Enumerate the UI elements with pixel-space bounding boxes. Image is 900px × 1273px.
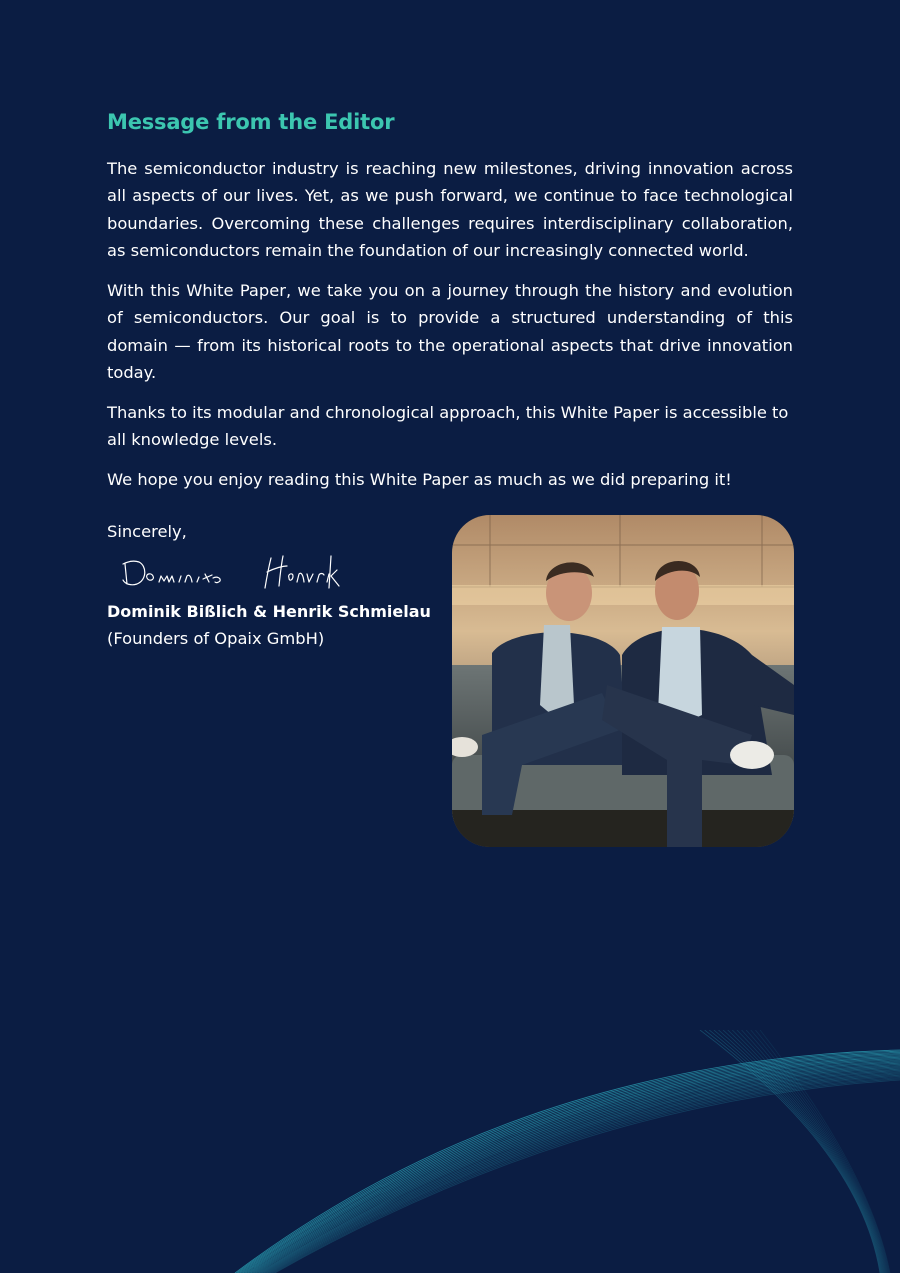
decorative-wave-lines <box>0 1030 900 1273</box>
page-title: Message from the Editor <box>107 110 395 134</box>
paragraph-approach: Thanks to its modular and chronological approach, this White Paper is accessible to all knowledge levels. <box>107 402 789 450</box>
wave-line <box>259 1068 900 1273</box>
wave-line <box>265 1073 900 1273</box>
paragraph-intro: The semiconductor industry is reaching new milestones, driving innovation across all aspects of our lives. Yet, as we push forward, we continue to face technological boundaries. Overcoming these challenges requires interdisciplinary collaboration, as semiconductors remain the foundation of our increasingly connected world. <box>107 159 793 261</box>
author-role: (Founders of Opaix GmbH) <box>107 629 325 648</box>
handwritten-signature <box>117 548 342 596</box>
founders-photo <box>452 515 794 847</box>
wave-line <box>261 1069 900 1273</box>
closing-salutation: Sincerely, <box>107 522 187 541</box>
paragraph-closing-wish: We hope you enjoy reading this White Paper as much as we did preparing it! <box>107 469 732 489</box>
wave-line <box>267 1074 900 1273</box>
wave-line <box>253 1063 900 1273</box>
wave-line <box>251 1062 900 1273</box>
wave-line <box>249 1061 900 1273</box>
paragraph-goal: With this White Paper, we take you on a journey through the history and evolution of semiconductors. Our goal is to provide a structured understanding of this domain — from its historical roots to the operational aspects that drive innovation today. <box>107 280 793 383</box>
author-names: Dominik Bißlich & Henrik Schmielau <box>107 602 431 621</box>
wave-line <box>240 1054 900 1273</box>
message-body <box>107 155 793 505</box>
wave-line <box>257 1067 900 1273</box>
founders-photo-illustration <box>452 515 794 847</box>
wave-line <box>273 1079 900 1273</box>
